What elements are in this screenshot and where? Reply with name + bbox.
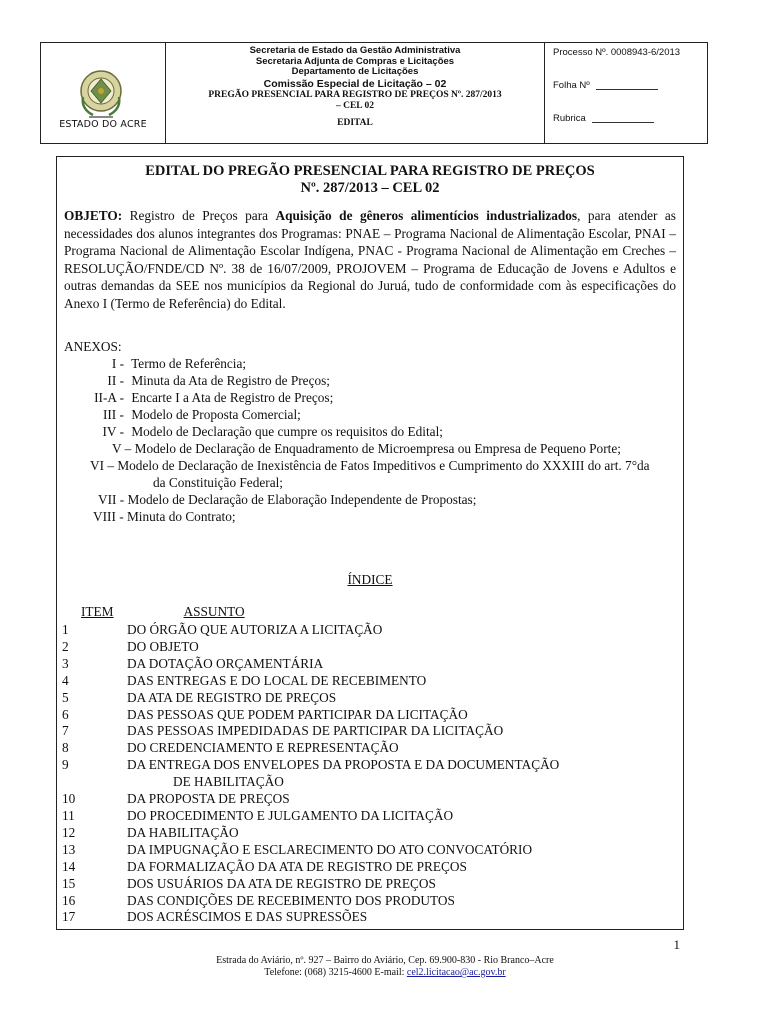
indice-row: [62, 808, 657, 825]
indice-item-number: 16: [62, 892, 76, 908]
folha-label: Folha Nº: [553, 80, 590, 91]
indice-item-subject-text: DO PROCEDIMENTO E JULGAMENTO DA LICITAÇÃO: [127, 807, 454, 823]
anexo-text: Modelo de Declaração que cumpre os requisitos do Edital;: [131, 424, 443, 439]
anexo-item-v: V – Modelo de Declaração de Enquadramento de Microempresa ou Empresa de Pequeno Porte;: [112, 441, 621, 456]
indice-item-number: 12: [62, 824, 76, 840]
footer-address: Estrada do Aviário, nº. 927 – Bairro do Aviário, Cep. 69.900-830 - Rio Branco–Acre: [216, 955, 554, 966]
header-institution-cell: [166, 43, 545, 143]
objeto-highlight: Aquisição de gêneros alimentícios industrializados: [275, 208, 578, 223]
anexo-item-viii: VIII - Minuta do Contrato;: [93, 509, 236, 524]
indice-item-number: 11: [62, 807, 75, 823]
indice-item-subject: [127, 723, 657, 740]
indice-item-subject-text: DOS ACRÉSCIMOS E DAS SUPRESSÕES: [127, 909, 368, 925]
folha-blank-line: [596, 89, 658, 90]
header-pregao-line: – CEL 02: [335, 100, 374, 111]
indice-title: ÍNDICE: [347, 572, 393, 587]
indice-item-subject-text: DA FORMALIZAÇÃO DA ATA DE REGISTRO DE PREÇOS: [127, 858, 467, 874]
indice-item-number: 14: [62, 858, 76, 874]
anexo-text: Modelo de Proposta Comercial;: [131, 407, 301, 422]
footer-contact: [0, 967, 770, 979]
indice-item-subject-text: DA IMPUGNAÇÃO E ESCLARECIMENTO DO ATO CONVOCATÓRIO: [127, 841, 533, 857]
indice-row: [62, 639, 657, 656]
indice-item-subject-text: DO ÓRGÃO QUE AUTORIZA A LICITAÇÃO: [127, 622, 383, 637]
anexo-item: [64, 406, 679, 423]
indice-item-number: 10: [62, 791, 76, 807]
anexos-section: [57, 338, 679, 525]
indice-item-subject: [127, 791, 657, 808]
indice-row: [62, 757, 657, 791]
edital-title-line: Nº. 287/2013 – CEL 02: [300, 180, 440, 196]
anexo-text: Minuta da Ata de Registro de Preços;: [131, 373, 331, 388]
indice-item-subject: [127, 876, 657, 893]
objeto-text: , para atender as necessidades dos alunos integrantes dos Programas: PNAE – Programa Nacional de Alimentação Escolar, PNAI – Programa Nacional de Alimentação Escolar Indígena, PNAC - Programa Nacional de Alimentação em Creches – RESOLUÇÃO/FNDE/CD Nº. 38 de 16/07/2009, PROJOVEM – Programa de Educação de Jovens e Adultos e outras demandas da SEE nos municípios da Regional do Juruá, tudo de conformidade com às especificações do Anexo I (Termo de Referência) do Edital.: [64, 208, 676, 311]
objeto-text: Registro de Preços para: [122, 208, 276, 223]
indice-item-subject-text: DA HABILITAÇÃO: [127, 824, 239, 840]
anexo-item: [64, 355, 679, 372]
anexo-text: Termo de Referência;: [131, 356, 247, 371]
header-process-cell: [545, 43, 707, 143]
indice-item-subject: [127, 909, 657, 926]
edital-title: [57, 163, 683, 197]
anexo-item-vii: VII - Modelo de Declaração de Elaboração Independente de Propostas;: [98, 492, 477, 507]
anexo-text: Encarte I a Ata de Registro de Preços;: [131, 390, 334, 405]
anexo-number: I -: [111, 356, 124, 371]
indice-item-number: 1: [62, 622, 69, 637]
indice-item-number: 6: [62, 706, 69, 722]
rubrica-field: [553, 113, 707, 146]
indice-item-number: 9: [62, 757, 69, 773]
indice-item-subject: [127, 622, 657, 639]
rubrica-label: Rubrica: [553, 113, 586, 124]
indice-item-subject: [127, 842, 657, 859]
edital-content-box: [56, 156, 684, 930]
indice-row: [62, 740, 657, 757]
indice-row: [62, 707, 657, 724]
indice-item-subject-text: DA PROPOSTA DE PREÇOS: [127, 791, 290, 807]
indice-item-number: 7: [62, 723, 69, 739]
anexo-item-vi-continuation: da Constituição Federal;: [153, 475, 283, 490]
indice-item-subject-text: DO CREDENCIAMENTO E REPRESENTAÇÃO: [127, 740, 399, 756]
anexo-item: [64, 423, 679, 440]
folha-field: [553, 80, 707, 113]
indice-item-subject-text: DAS CONDIÇÕES DE RECEBIMENTO DOS PRODUTOS: [127, 892, 455, 908]
indice-item-subject-text: DAS PESSOAS IMPEDIDADAS DE PARTICIPAR DA LICITAÇÃO: [127, 723, 504, 739]
indice-row: [62, 842, 657, 859]
indice-item-subject-text: DAS PESSOAS QUE PODEM PARTICIPAR DA LICITAÇÃO: [127, 706, 468, 722]
indice-item-subject: [127, 690, 657, 707]
footer-email-link[interactable]: cel2.licitacao@ac.gov.br: [406, 967, 506, 978]
process-number: Processo Nº. 0008943-6/2013: [553, 47, 681, 58]
indice-item-subject: [127, 639, 657, 656]
anexo-number: II-A -: [94, 390, 124, 405]
anexos-label: ANEXOS:: [64, 339, 122, 354]
indice-row: [62, 876, 657, 893]
indice-item-subject-text: DAS ENTREGAS E DO LOCAL DE RECEBIMENTO: [127, 672, 427, 688]
document-header: [40, 42, 708, 144]
indice-item-number: 8: [62, 740, 69, 756]
indice-item-subject: [127, 757, 657, 791]
indice-item-subject: [127, 808, 657, 825]
anexo-number: III -: [102, 407, 124, 422]
indice-item-number: 3: [62, 655, 69, 671]
indice-item-number: 17: [62, 909, 76, 925]
indice-item-subject-text: DOS USUÁRIOS DA ATA DE REGISTRO DE PREÇOS: [127, 875, 436, 891]
anexo-number: IV -: [102, 424, 124, 439]
indice-row: [62, 791, 657, 808]
header-line: Secretaria Adjunta de Compras e Licitações: [255, 55, 455, 67]
indice-item-number: 2: [62, 638, 69, 654]
page-footer: [0, 955, 770, 979]
header-line: Secretaria de Estado da Gestão Administrativa: [249, 45, 461, 56]
indice-col-item: ITEM: [81, 604, 114, 619]
indice-row: [62, 859, 657, 876]
indice-item-subject: [127, 673, 657, 690]
indice-item-subject: [127, 656, 657, 673]
indice-item-subject: [127, 740, 657, 757]
state-name: ESTADO DO ACRE: [59, 119, 147, 130]
indice-item-subject: [127, 707, 657, 724]
header-pregao-line: PREGÃO PRESENCIAL PARA REGISTRO DE PREÇOS Nº. 287/2013: [208, 89, 502, 100]
edital-title-line: EDITAL DO PREGÃO PRESENCIAL PARA REGISTRO DE PREÇOS: [145, 163, 595, 179]
indice-row: [62, 723, 657, 740]
indice-item-subject-continuation: DE HABILITAÇÃO: [173, 774, 284, 790]
indice-row: [62, 825, 657, 842]
indice-item-subject-text: DO OBJETO: [127, 638, 199, 654]
anexo-item: [64, 372, 679, 389]
indice-item-subject: [127, 893, 657, 910]
indice-row: [62, 690, 657, 707]
header-edital-label: EDITAL: [337, 117, 373, 128]
indice-item-subject-text: DA ENTREGA DOS ENVELOPES DA PROPOSTA E DA DOCUMENTAÇÃO: [127, 757, 560, 773]
rubrica-blank-line: [592, 122, 654, 123]
objeto-label: OBJETO:: [64, 208, 123, 223]
indice-row: [62, 656, 657, 673]
indice-item-subject: [127, 825, 657, 842]
objeto-paragraph: [64, 207, 676, 312]
indice-row: [62, 909, 657, 926]
footer-phone: Telefone: (068) 3215-4600 E-mail:: [264, 967, 407, 978]
indice-item-subject-text: DA ATA DE REGISTRO DE PREÇOS: [127, 689, 337, 705]
indice-row: [62, 622, 657, 639]
indice-list: [62, 622, 657, 926]
anexo-item: [64, 389, 679, 406]
header-logo-cell: [41, 43, 166, 143]
indice-item-number: 4: [62, 672, 69, 688]
indice-item-number: 13: [62, 841, 76, 857]
indice-item-number: 5: [62, 689, 69, 705]
indice-col-assunto: ASSUNTO: [183, 604, 245, 619]
indice-item-subject: [127, 859, 657, 876]
indice-row: [62, 673, 657, 690]
anexo-item-vi: VI – Modelo de Declaração de Inexistência de Fatos Impeditivos e Cumprimento do XXXIII do art. 7°da: [90, 458, 650, 473]
indice-row: [62, 893, 657, 910]
anexo-number: II -: [107, 373, 124, 388]
indice-item-number: 15: [62, 875, 76, 891]
header-line: Departamento de Licitações: [291, 66, 419, 77]
page-number: 1: [673, 937, 680, 952]
state-coat-of-arms-icon: [77, 67, 125, 123]
header-commission: Comissão Especial de Licitação – 02: [263, 77, 447, 90]
indice-column-headers: [81, 604, 245, 620]
indice-item-subject-text: DA DOTAÇÃO ORÇAMENTÁRIA: [127, 655, 324, 671]
